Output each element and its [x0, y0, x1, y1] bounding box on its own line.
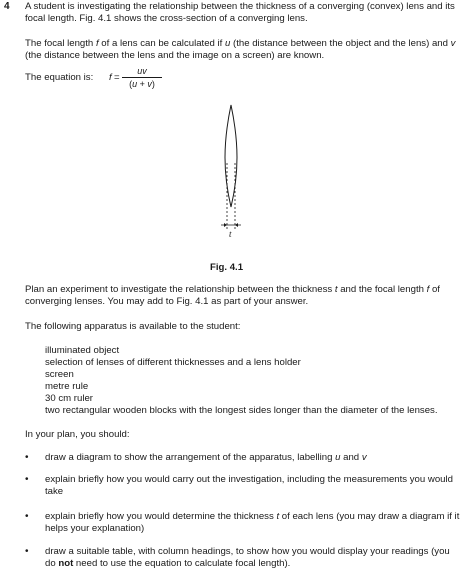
- figure-caption: Fig. 4.1: [210, 262, 244, 273]
- bullet4-post: need to use the equation to calculate focal length).: [73, 558, 291, 569]
- focal-f-symbol: f: [95, 38, 99, 49]
- bullet-icon: •: [25, 546, 29, 557]
- bullet4-pre: draw a suitable table, with column headings, to show how you would display your readings (you do: [45, 546, 450, 569]
- bullet3-pre: explain briefly how you would determine the thickness: [45, 511, 277, 522]
- den-open: (: [129, 79, 133, 89]
- plan-paragraph: [25, 284, 465, 308]
- den-u: u: [132, 79, 138, 89]
- focal-text-post: (the distance between the lens and the image on a screen) are known.: [25, 50, 325, 61]
- plan-post: of converging lenses. You may add to Fig. 4.1 as part of your answer.: [25, 284, 440, 307]
- equation-f: f: [109, 72, 112, 83]
- bullet-text: explain briefly how you would carry out the investigation, including the measurements you would take: [45, 474, 453, 497]
- apparatus-item: illuminated object: [45, 345, 120, 356]
- bullet-text: [45, 452, 463, 464]
- focal-text-pre: The focal length: [25, 38, 96, 49]
- focal-text-mid1: of a lens can be calculated if: [98, 38, 226, 49]
- bullet1-v: v: [361, 452, 367, 463]
- apparatus-item: screen: [45, 369, 74, 380]
- den-close: ): [151, 79, 155, 89]
- thickness-arrowhead-right: [235, 223, 238, 227]
- den-v: v: [147, 79, 152, 89]
- apparatus-item: metre rule: [45, 381, 89, 392]
- bullet-text: [45, 511, 463, 535]
- plan-mid: and the focal length: [337, 284, 427, 295]
- fraction-bar: [122, 77, 162, 78]
- apparatus-item: selection of lenses of different thicknesses and a lens holder: [45, 357, 301, 368]
- bullet4-not: not: [58, 558, 74, 569]
- plan-t: t: [334, 284, 338, 295]
- bullet1-pre: draw a diagram to show the arrangement of the apparatus, labelling: [45, 452, 336, 463]
- den-plus: +: [137, 79, 148, 89]
- intro-paragraph: A student is investigating the relationship between the thickness of a converging (convex) lens and its focal length. Fig. 4.1 shows the cross-section of a converging lens.: [25, 1, 455, 24]
- bullet1-and: and: [340, 452, 362, 463]
- plan-instructions-intro: In your plan, you should:: [25, 429, 130, 440]
- apparatus-item: two rectangular wooden blocks with the longest sides longer than the diameter of the lenses.: [45, 405, 438, 416]
- thickness-label-t: t: [229, 229, 232, 239]
- thickness-arrowhead-left: [224, 223, 227, 227]
- equation-numerator: uv: [137, 66, 147, 76]
- equation-equals: =: [114, 72, 120, 83]
- bullet-text: [45, 546, 463, 570]
- bullet1-u: u: [335, 452, 341, 463]
- focal-u-symbol: u: [225, 38, 231, 49]
- bullet-icon: •: [25, 452, 29, 463]
- apparatus-item: 30 cm ruler: [45, 393, 93, 404]
- lens-cross-section-figure: [215, 103, 247, 243]
- bullet-icon: •: [25, 511, 29, 522]
- question-number: 4: [4, 1, 10, 12]
- bullet3-post: of each lens (you may draw a diagram if it helps your explanation): [45, 511, 460, 534]
- equation-fraction: [122, 66, 162, 89]
- apparatus-list: [45, 345, 465, 417]
- bullet3-t: t: [276, 511, 280, 522]
- focal-length-paragraph: [25, 38, 465, 62]
- plan-pre: Plan an experiment to investigate the relationship between the thickness: [25, 284, 335, 295]
- focal-v-symbol: v: [450, 38, 456, 49]
- bullet-icon: •: [25, 474, 29, 485]
- equation-denominator: [122, 79, 162, 89]
- plan-f: f: [426, 284, 430, 295]
- equation-label: The equation is:: [25, 72, 94, 83]
- apparatus-intro: The following apparatus is available to the student:: [25, 321, 241, 332]
- focal-text-mid2: (the distance between the object and the lens) and: [230, 38, 451, 49]
